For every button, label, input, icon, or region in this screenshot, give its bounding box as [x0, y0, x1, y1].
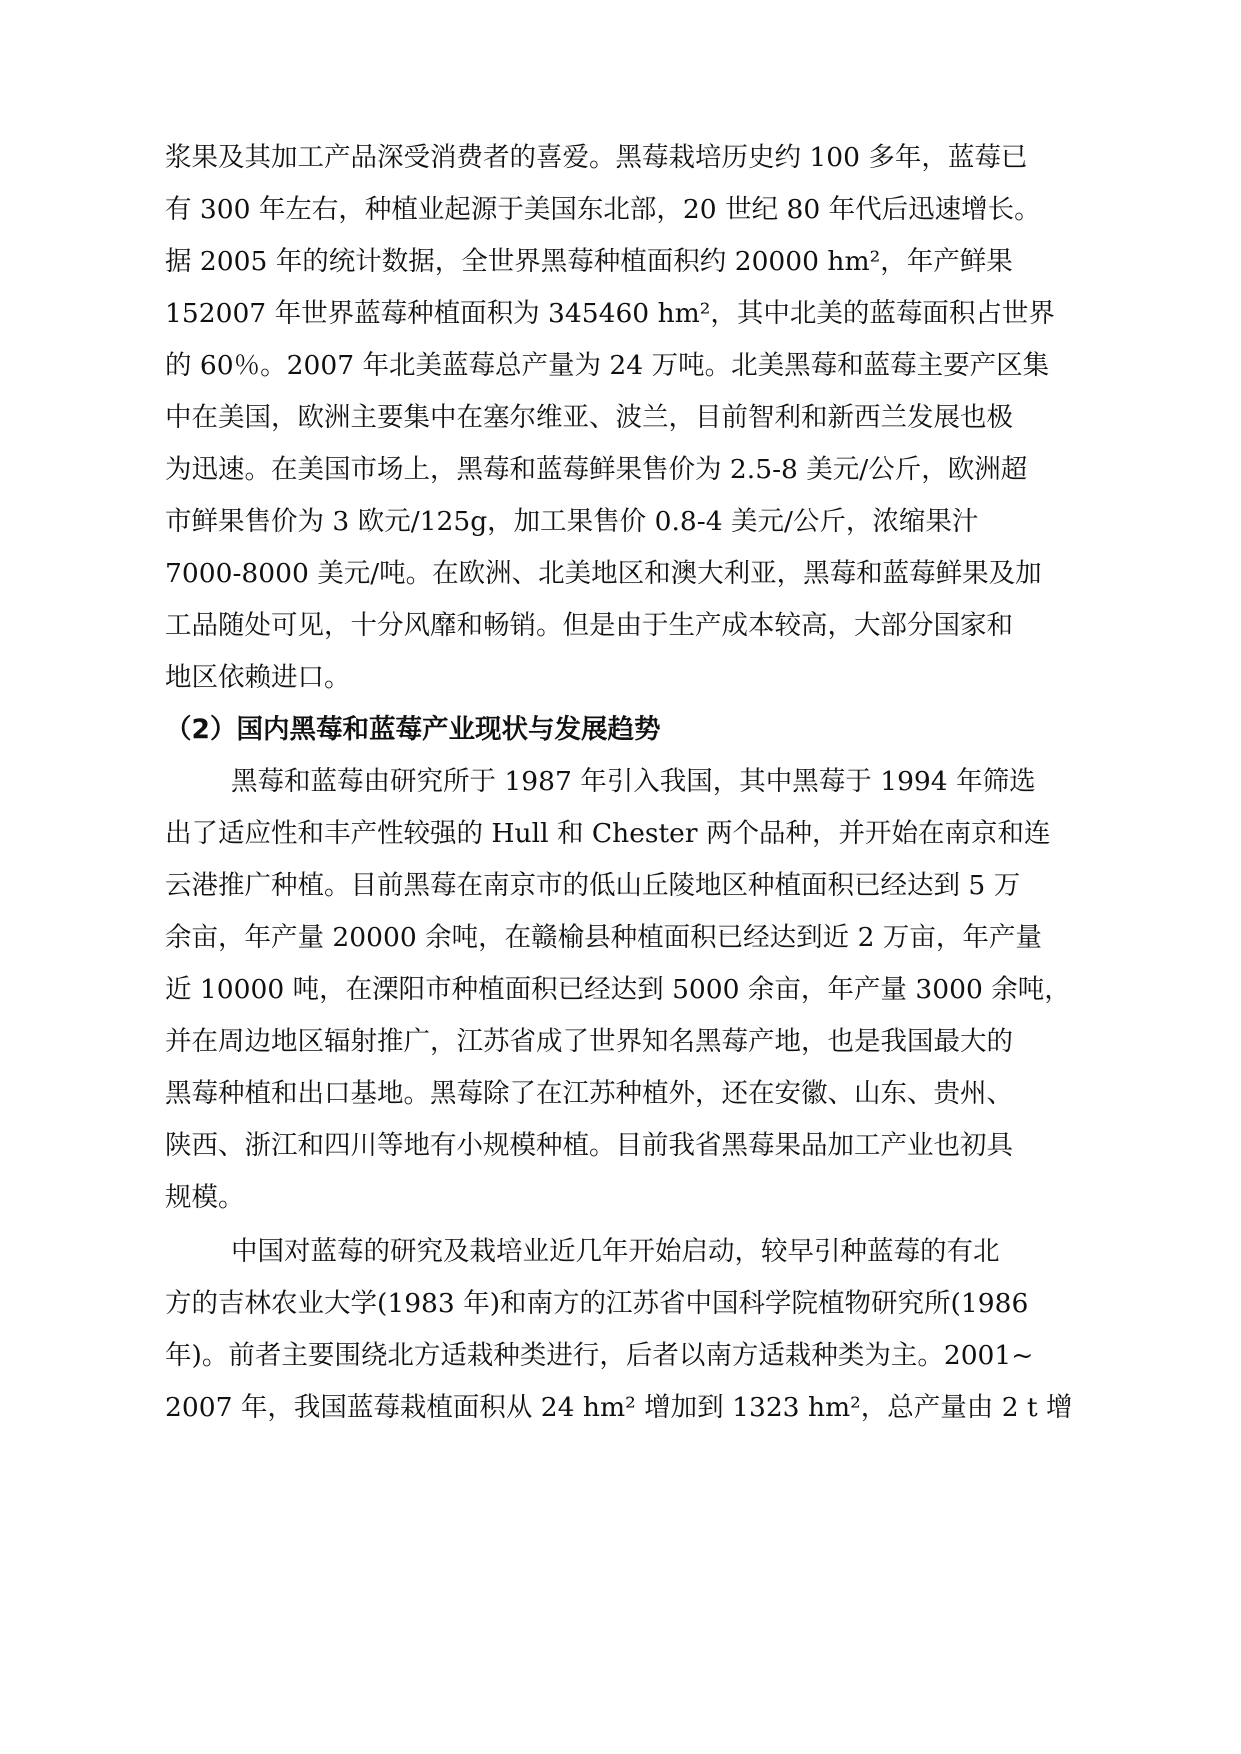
paragraph-2-line: 黑莓和蓝莓由研究所于 1987 年引入我国，其中黑莓于 1994 年筛选 — [231, 766, 1036, 797]
paragraph-1-line: 中在美国，欧洲主要集中在塞尔维亚、波兰，目前智利和新西兰发展也极 — [165, 402, 1013, 433]
paragraph-1-line: 工品随处可见，十分风靡和畅销。但是由于生产成本较高，大部分国家和 — [165, 610, 1013, 641]
paragraph-2-line: 规模。 — [165, 1182, 245, 1213]
paragraph-2-line: 出了适应性和丰产性较强的 Hull 和 Chester 两个品种，并开始在南京和连 — [165, 818, 1051, 849]
paragraph-1-line: 有 300 年左右，种植业起源于美国东北部，20 世纪 80 年代后迅速增长。 — [165, 194, 1041, 225]
paragraph-2-line: 余亩，年产量 20000 余吨，在赣榆县种植面积已经达到近 2 万亩，年产量 — [165, 922, 1042, 953]
paragraph-1-line: 152007 年世界蓝莓种植面积为 345460 hm²，其中北美的蓝莓面积占世界 — [165, 298, 1055, 329]
paragraph-2-line: 近 10000 吨，在溧阳市种植面积已经达到 5000 余亩，年产量 3000 余吨， — [165, 974, 1071, 1005]
paragraph-1-line: 浆果及其加工产品深受消费者的喜爱。黑莓栽培历史约 100 多年，蓝莓已 — [165, 142, 1028, 173]
section-heading: （2）国内黑莓和蓝莓产业现状与发展趋势 — [165, 714, 661, 745]
paragraph-1-line: 市鲜果售价为 3 欧元/125g，加工果售价 0.8-4 美元/公斤，浓缩果汁 — [165, 506, 979, 537]
paragraph-1-line: 地区依赖进口。 — [165, 662, 351, 693]
paragraph-3-line: 年)。前者主要围绕北方适栽种类进行，后者以南方适栽种类为主。2001~ — [165, 1340, 1034, 1371]
paragraph-2-line: 云港推广种植。目前黑莓在南京市的低山丘陵地区种植面积已经达到 5 万 — [165, 870, 1021, 901]
paragraph-3-line: 2007 年，我国蓝莓栽植面积从 24 hm² 增加到 1323 hm²，总产量由 2 t 增 — [165, 1392, 1073, 1423]
paragraph-1-line: 的 60％。2007 年北美蓝莓总产量为 24 万吨。北美黑莓和蓝莓主要产区集 — [165, 350, 1050, 381]
paragraph-3-line: 中国对蓝莓的研究及栽培业近几年开始启动，较早引种蓝莓的有北 — [231, 1236, 1000, 1267]
paragraph-3-line: 方的吉林农业大学(1983 年)和南方的江苏省中国科学院植物研究所(1986 — [165, 1288, 1029, 1319]
paragraph-1-line: 7000-8000 美元/吨。在欧洲、北美地区和澳大利亚，黑莓和蓝莓鲜果及加 — [165, 558, 1042, 589]
paragraph-2-line: 并在周边地区辐射推广，江苏省成了世界知名黑莓产地，也是我国最大的 — [165, 1026, 1013, 1057]
paragraph-2-line: 黑莓种植和出口基地。黑莓除了在江苏种植外，还在安徽、山东、贵州、 — [165, 1078, 1013, 1109]
paragraph-1-line: 为迅速。在美国市场上，黑莓和蓝莓鲜果售价为 2.5-8 美元/公斤，欧洲超 — [165, 454, 1028, 485]
paragraph-2-line: 陕西、浙江和四川等地有小规模种植。目前我省黑莓果品加工产业也初具 — [165, 1130, 1013, 1161]
paragraph-1-line: 据 2005 年的统计数据，全世界黑莓种植面积约 20000 hm²，年产鲜果 — [165, 246, 1013, 277]
